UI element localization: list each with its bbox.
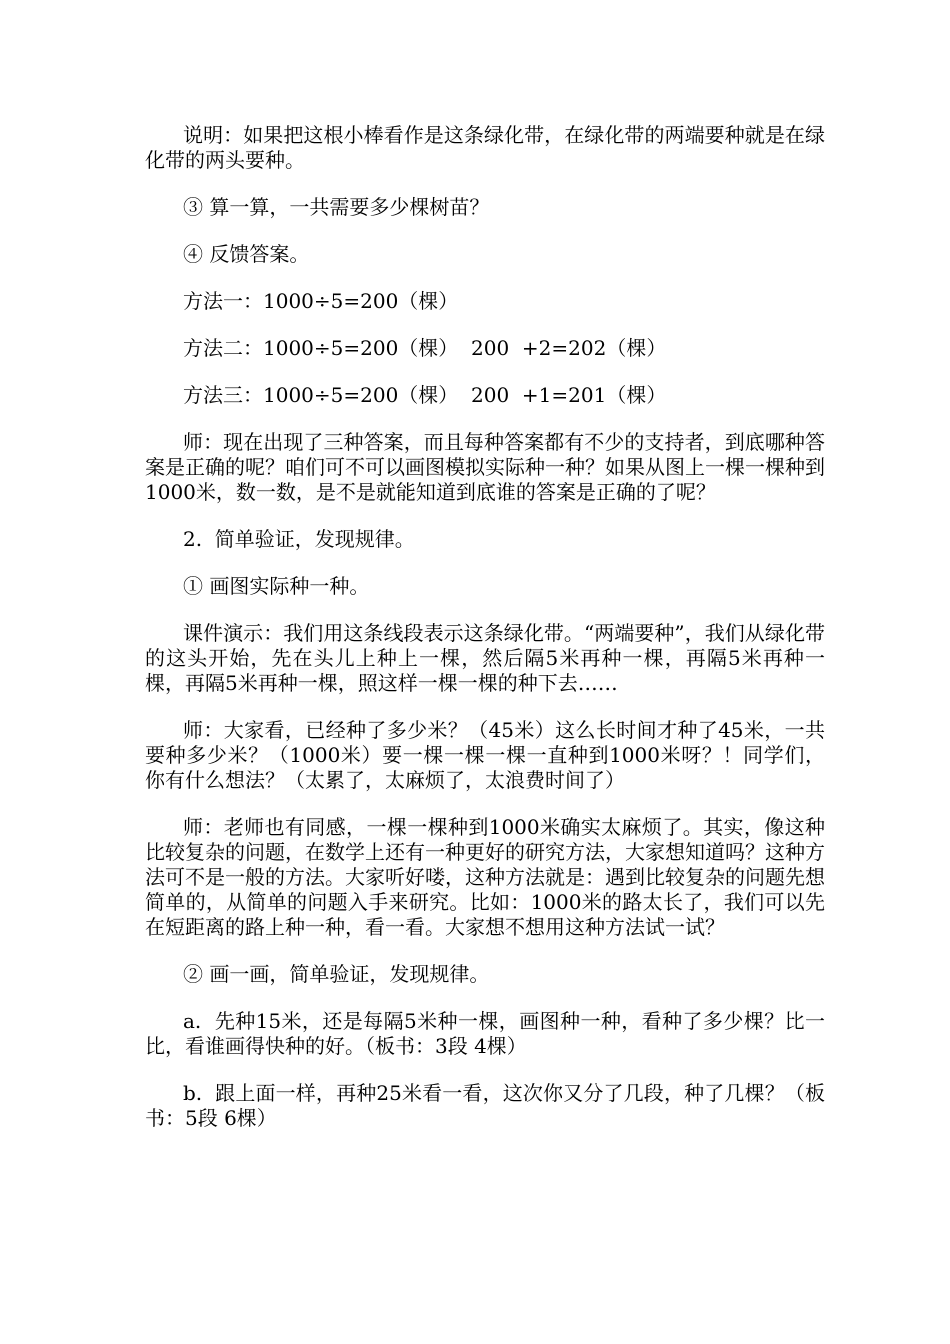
- paragraph-courseware-demo: 课件演示：我们用这条线段表示这条绿化带。“两端要种”，我们从绿化带的这头开始，先在头儿上种上一棵，然后隔5米再种一棵，再隔5米再种一棵，再隔5米再种一棵，照这样一棵一棵的种下去……: [145, 621, 825, 695]
- paragraph-explanation: 说明：如果把这根小棒看作是这条绿化带，在绿化带的两端要种就是在绿化带的两头要种。: [145, 123, 825, 172]
- paragraph-method-two: 方法二：1000÷5=200（棵） 200 +2=202（棵）: [183, 336, 667, 360]
- paragraph-teacher-question: 师：现在出现了三种答案，而且每种答案都有不少的支持者，到底哪种答案是正确的呢？咱们可不可以画图模拟实际种一种？如果从图上一棵一棵种到1000米，数一数，是不是就能知道到底谁的答案是正确的了呢？: [145, 430, 825, 504]
- paragraph-step-draw: ① 画图实际种一种。: [183, 574, 370, 598]
- paragraph-step-verify: ② 画一画，简单验证，发现规律。: [183, 962, 490, 986]
- paragraph-item-b: b. 跟上面一样，再种25米看一看，这次你又分了几段，种了几棵？（板书：5段 6棵）: [145, 1081, 825, 1130]
- paragraph-section-heading: 2. 简单验证，发现规律。: [183, 527, 415, 551]
- paragraph-method-one: 方法一：1000÷5=200（棵）: [183, 289, 459, 313]
- paragraph-teacher-method: 师：老师也有同感，一棵一棵种到1000米确实太麻烦了。其实，像这种比较复杂的问题，在数学上还有一种更好的研究方法，大家想知道吗？这种方法可不是一般的方法。大家听好喽，这种方法就是：遇到比较复杂的问题先想简单的，从简单的问题入手来研究。比如：1000米的路太长了，我们可以先在短距离的路上种一种，看一看。大家想不想用这种方法试一试？: [145, 815, 825, 939]
- paragraph-teacher-progress: 师：大家看，已经种了多少米？（45米）这么长时间才种了45米，一共要种多少米？（1000米）要一棵一棵一棵一直种到1000米呀？！同学们，你有什么想法？（太累了，太麻烦了，太浪费时间了）: [145, 718, 825, 792]
- paragraph-step-calculate: ③ 算一算，一共需要多少棵树苗？: [183, 195, 490, 219]
- document-body: [145, 123, 825, 1153]
- paragraph-item-a: a. 先种15米，还是每隔5米种一棵，画图种一种，看种了多少棵？比一比，看谁画得快种的好。（板书：3段 4棵）: [145, 1009, 825, 1058]
- paragraph-method-three: 方法三：1000÷5=200（棵） 200 +1=201（棵）: [183, 383, 667, 407]
- paragraph-step-feedback: ④ 反馈答案。: [183, 242, 310, 266]
